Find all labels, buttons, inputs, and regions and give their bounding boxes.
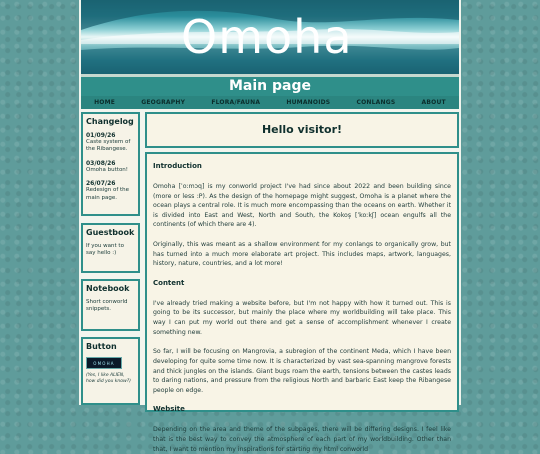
nav-conlangs[interactable]: CONLANGS — [356, 99, 396, 106]
main-content — [145, 152, 459, 453]
section-heading: Introduction — [153, 162, 202, 170]
changelog-heading: Changelog — [86, 117, 134, 126]
changelog-box — [81, 112, 140, 216]
changelog-entry — [86, 160, 135, 174]
nav-bar — [81, 96, 459, 109]
paragraph: Omoha [ˈoːmɔq] is my conworld project I've had since about 2022 and been building since (more or less :P). As the design of the homepage might suggest, Omoha is a planet where the ocean plays a central role. It is much more encompassing than the oceans on earth. Whether it is divided into East and West, North and South, the Kokoş [ˈkoːkʃ] ocean engulfs all the continents (of which there are 4). — [153, 183, 451, 229]
section-heading: Content — [153, 278, 185, 287]
page-title: Main page — [81, 77, 459, 96]
changelog-date: 01/09/26 — [86, 132, 116, 139]
paragraph: Depending on the area and theme of the subpages, there will be differing designs. I feel like that is the best way to convey the atmosphere of each part of my worldbuilding. Other than that, I want to mention my inspirations for starting my html conworld — [153, 426, 451, 453]
nav-humanoids[interactable]: HUMANOIDS — [286, 99, 331, 106]
guestbook-box[interactable] — [81, 223, 140, 273]
notebook-heading[interactable]: Notebook — [86, 284, 130, 293]
button-box — [81, 337, 140, 405]
paragraph: So far, I will be focusing on Mangrovia, a subregion of the continent Meda, which I have been developing for quite some time now. It is characterized by vast sea-spanning mangrove forests and thick jungles on the islands. Giant bugs roam the earth, tensions between the castes leads to daring nations, and pressure from the religious North and barbaric East keep the Ribangese people on edge. — [153, 348, 451, 394]
guestbook-text: If you want to say hello :) — [86, 243, 124, 257]
changelog-desc: Redesign of the main page. — [86, 187, 130, 201]
notebook-box[interactable] — [81, 279, 140, 331]
paragraph: I've already tried making a website before, but I'm not happy with how it turned out. This is going to be its successor, but mainly the place where my worldbuilding will take place. This way I can put my world out there and get a sense of accomplishment whenever I create something new. — [153, 299, 451, 336]
hello-heading: Hello visitor! — [145, 112, 459, 148]
paragraph: Originally, this was meant as a shallow environment for my conlangs to organically grow, but has turned into a much more elaborate art project. This includes maps, artwork, languages, history, nature, countries, and a lot more! — [153, 241, 451, 268]
changelog-desc: Caste system of the Ribangese. — [86, 139, 131, 153]
banner — [81, 0, 459, 74]
changelog-date: 26/07/26 — [86, 180, 116, 188]
nav-geography[interactable]: GEOGRAPHY — [141, 99, 186, 106]
button-heading: Button — [86, 342, 117, 351]
guestbook-heading[interactable]: Guestbook — [86, 228, 135, 237]
page — [79, 0, 461, 453]
notebook-text: Short conworld snippets. — [86, 299, 128, 313]
button-note: (Yes, I like ALIEN, how did you know?) — [86, 373, 131, 384]
section-heading: Website — [153, 405, 185, 414]
omoha-button-88x31[interactable]: OMOHA — [86, 357, 122, 369]
nav-home[interactable]: HOME — [94, 99, 116, 106]
changelog-entry — [86, 132, 135, 154]
changelog-date: 03/08/26 — [86, 159, 116, 167]
changelog-entry — [86, 180, 135, 202]
nav-flora-fauna[interactable]: FLORA/FAUNA — [211, 99, 261, 106]
changelog-desc: Omoha button! — [86, 166, 129, 173]
site-title: Omoha — [181, 10, 353, 64]
nav-about[interactable]: ABOUT — [421, 99, 446, 106]
